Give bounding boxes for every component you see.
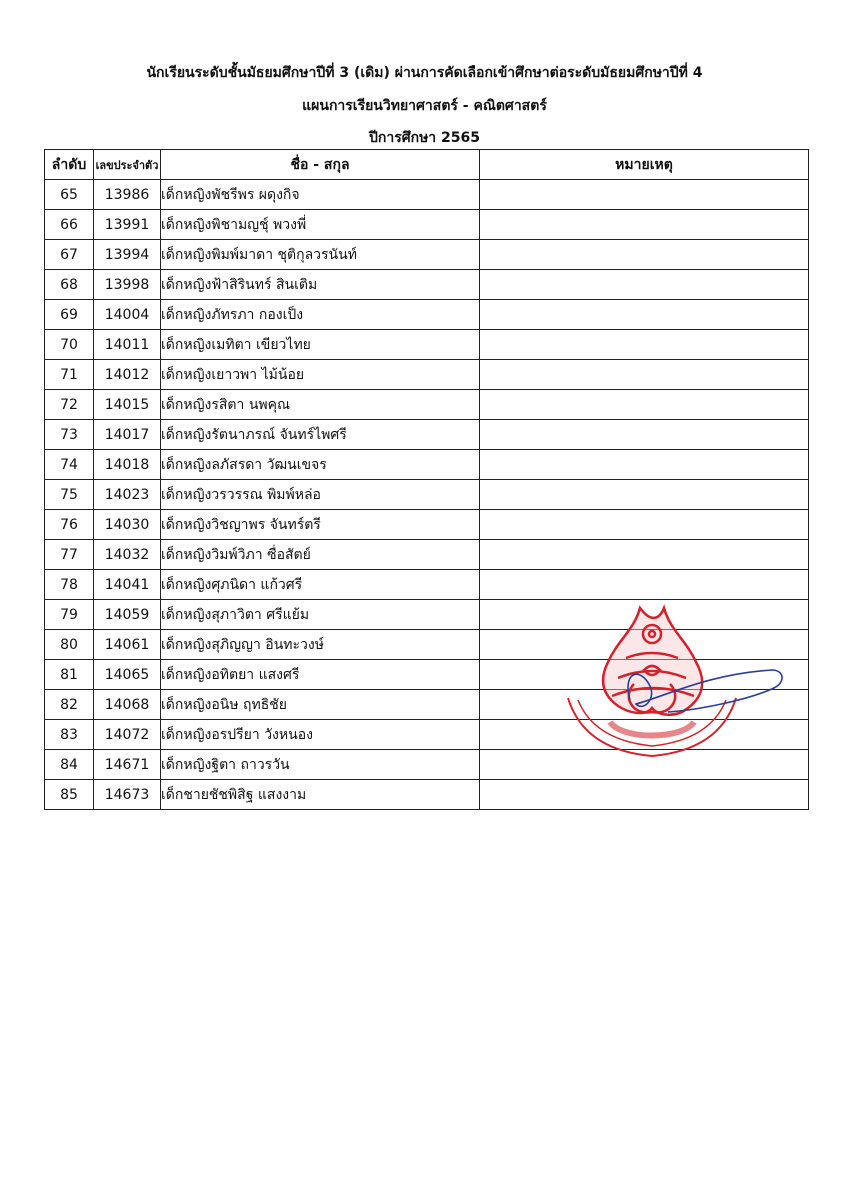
student-id-cell: 14065 [94, 660, 161, 690]
table-row [45, 480, 809, 510]
student-id-cell: 14673 [94, 780, 161, 810]
school-seal-stamp [548, 600, 788, 770]
order-cell: 73 [45, 420, 94, 450]
table-row [45, 330, 809, 360]
table-row [45, 300, 809, 330]
note-cell [480, 450, 809, 480]
table-row [45, 570, 809, 600]
student-id-cell: 13991 [94, 210, 161, 240]
note-cell [480, 240, 809, 270]
column-header-order: ลำดับ [45, 150, 94, 180]
note-cell [480, 360, 809, 390]
note-cell [480, 780, 809, 810]
student-name-cell: เด็กหญิงพิชามญชุ์ พวงพี่ [161, 210, 480, 240]
table-row [45, 240, 809, 270]
order-cell: 69 [45, 300, 94, 330]
student-id-cell: 14018 [94, 450, 161, 480]
order-cell: 72 [45, 390, 94, 420]
order-cell: 79 [45, 600, 94, 630]
student-name-cell: เด็กหญิงรสิตา นพคุณ [161, 390, 480, 420]
table-row [45, 780, 809, 810]
student-id-cell: 14068 [94, 690, 161, 720]
note-cell [480, 210, 809, 240]
student-id-cell: 14041 [94, 570, 161, 600]
student-name-cell: เด็กหญิงเยาวพา ไม้น้อย [161, 360, 480, 390]
student-id-cell: 14023 [94, 480, 161, 510]
order-cell: 77 [45, 540, 94, 570]
student-name-cell: เด็กหญิงวิมพ์วิภา ซื่อสัตย์ [161, 540, 480, 570]
column-header-note: หมายเหตุ [480, 150, 809, 180]
order-cell: 75 [45, 480, 94, 510]
student-name-cell: เด็กหญิงพิมพ์มาดา ชุติกุลวรนันท์ [161, 240, 480, 270]
note-cell [480, 300, 809, 330]
student-name-cell: เด็กหญิงภัทรภา กองเป็ง [161, 300, 480, 330]
student-id-cell: 14015 [94, 390, 161, 420]
student-id-cell: 14017 [94, 420, 161, 450]
student-name-cell: เด็กหญิงฟ้าสิรินทร์ สินเติม [161, 270, 480, 300]
student-id-cell: 13998 [94, 270, 161, 300]
order-cell: 66 [45, 210, 94, 240]
student-name-cell: เด็กหญิงอรปรียา วังหนอง [161, 720, 480, 750]
table-row [45, 360, 809, 390]
order-cell: 82 [45, 690, 94, 720]
student-id-cell: 14032 [94, 540, 161, 570]
order-cell: 65 [45, 180, 94, 210]
student-name-cell: เด็กหญิงเมทิตา เขียวไทย [161, 330, 480, 360]
table-row [45, 450, 809, 480]
order-cell: 76 [45, 510, 94, 540]
table-row [45, 420, 809, 450]
table-row [45, 270, 809, 300]
note-cell [480, 480, 809, 510]
student-name-cell: เด็กหญิงลภัสรดา วัฒนเขจร [161, 450, 480, 480]
table-row [45, 390, 809, 420]
order-cell: 81 [45, 660, 94, 690]
table-header-row [45, 150, 809, 180]
student-id-cell: 13986 [94, 180, 161, 210]
order-cell: 80 [45, 630, 94, 660]
column-header-name: ชื่อ - สกุล [161, 150, 480, 180]
student-id-cell: 14004 [94, 300, 161, 330]
note-cell [480, 540, 809, 570]
student-name-cell: เด็กชายชัชพิสิฐ แสงงาม [161, 780, 480, 810]
student-name-cell: เด็กหญิงศุภนิดา แก้วศรี [161, 570, 480, 600]
student-id-cell: 13994 [94, 240, 161, 270]
order-cell: 67 [45, 240, 94, 270]
student-name-cell: เด็กหญิงสุภิญญา อินทะวงษ์ [161, 630, 480, 660]
order-cell: 68 [45, 270, 94, 300]
note-cell [480, 390, 809, 420]
order-cell: 85 [45, 780, 94, 810]
order-cell: 78 [45, 570, 94, 600]
table-row [45, 510, 809, 540]
student-name-cell: เด็กหญิงวรวรรณ พิมพ์หล่อ [161, 480, 480, 510]
study-plan-title: แผนการเรียนวิทยาศาสตร์ - คณิตศาสตร์ [302, 98, 547, 114]
student-name-cell: เด็กหญิงวิชญาพร จันทร์ตรี [161, 510, 480, 540]
student-name-cell: เด็กหญิงฐิตา ถาวรวัน [161, 750, 480, 780]
order-cell: 74 [45, 450, 94, 480]
column-header-student-id: เลขประจำตัว [94, 150, 161, 180]
student-id-cell: 14671 [94, 750, 161, 780]
student-id-cell: 14012 [94, 360, 161, 390]
document-title: นักเรียนระดับชั้นมัธยมศึกษาปีที่ 3 (เดิม) ผ่านการคัดเลือกเข้าศึกษาต่อระดับมัธยมศึกษาปีที่ 4 [146, 65, 703, 81]
note-cell [480, 570, 809, 600]
note-cell [480, 180, 809, 210]
table-row [45, 180, 809, 210]
student-name-cell: เด็กหญิงสุภาวิตา ศรีแย้ม [161, 600, 480, 630]
student-name-cell: เด็กหญิงอทิตยา แสงศรี [161, 660, 480, 690]
student-id-cell: 14072 [94, 720, 161, 750]
student-name-cell: เด็กหญิงพัชรีพร ผดุงกิจ [161, 180, 480, 210]
table-row [45, 210, 809, 240]
order-cell: 70 [45, 330, 94, 360]
note-cell [480, 270, 809, 300]
student-id-cell: 14030 [94, 510, 161, 540]
order-cell: 71 [45, 360, 94, 390]
academic-year: ปีการศึกษา 2565 [368, 130, 481, 146]
order-cell: 84 [45, 750, 94, 780]
table-row [45, 540, 809, 570]
note-cell [480, 510, 809, 540]
student-name-cell: เด็กหญิงรัตนาภรณ์ จันทร์ไพศรี [161, 420, 480, 450]
student-id-cell: 14061 [94, 630, 161, 660]
note-cell [480, 420, 809, 450]
student-id-cell: 14011 [94, 330, 161, 360]
student-name-cell: เด็กหญิงอนิษ ฤทธิชัย [161, 690, 480, 720]
student-id-cell: 14059 [94, 600, 161, 630]
order-cell: 83 [45, 720, 94, 750]
note-cell [480, 330, 809, 360]
